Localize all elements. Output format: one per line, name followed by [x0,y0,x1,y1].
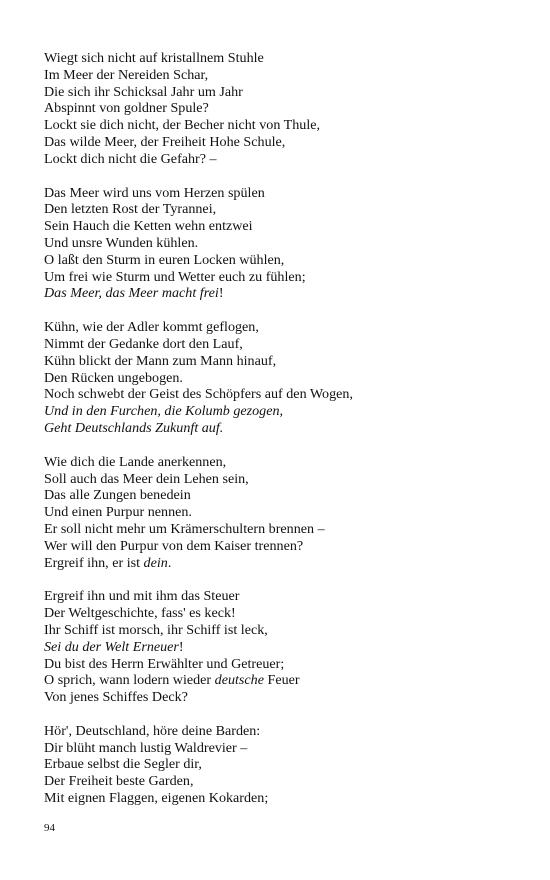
poem-line [44,588,524,605]
poem-line [44,336,524,353]
poem-line [44,269,524,286]
line-text: . [167,554,172,571]
poem-text [44,50,524,824]
poem-line [44,201,524,218]
page-number: 94 [44,822,55,834]
poem-line [44,487,524,504]
line-text: Den letzten Rost der Tyrannei, [44,201,217,218]
line-text: Lockt dich nicht die Gefahr? – [44,150,217,167]
poem-line [44,723,524,740]
italic-text: Das Meer, das Meer macht frei [44,285,219,302]
poem-line [44,454,524,471]
line-text: Nimmt der Gedanke dort den Lauf, [44,335,243,352]
italic-text: Geht Deutschlands Zukunft auf. [44,419,224,436]
poem-line [44,117,524,134]
poem-line [44,773,524,790]
line-text: Abspinnt von goldner Spule? [44,100,209,117]
line-text: Feuer [263,672,300,689]
line-text: Wie dich die Lande anerkennen, [44,453,227,470]
stanza [44,319,524,437]
line-text: Von jenes Schiffes Deck? [44,689,188,706]
italic-text: dein [143,554,168,571]
stanza [44,185,524,303]
line-text: Er soll nicht mehr um Krämerschultern brennen – [44,520,325,537]
poem-line [44,185,524,202]
line-text: Im Meer der Nereiden Schar, [44,66,209,83]
poem-line [44,756,524,773]
poem-line [44,622,524,639]
line-text: Den Rücken ungebogen. [44,369,183,386]
line-text: Kühn, wie der Adler kommt geflogen, [44,319,259,336]
line-text: Lockt sie dich nicht, der Becher nicht von Thule, [44,117,321,134]
line-text: Erbaue selbst die Segler dir, [44,756,202,773]
poem-line [44,84,524,101]
line-text: Der Freiheit beste Garden, [44,773,194,790]
poem-line [44,656,524,673]
line-text: Das wilde Meer, der Freiheit Hohe Schule, [44,133,286,150]
line-text: ! [178,638,184,655]
poem-line [44,319,524,336]
line-text: Kühn blickt der Mann zum Mann hinauf, [44,352,277,369]
line-text: Dir blüht manch lustig Waldrevier – [44,739,248,756]
poem-line [44,639,524,656]
poem-line [44,285,524,302]
line-text: Die sich ihr Schicksal Jahr um Jahr [44,83,243,100]
poem-line [44,370,524,387]
poem-line [44,235,524,252]
poem-line [44,134,524,151]
poem-line [44,605,524,622]
stanza [44,50,524,168]
poem-line [44,790,524,807]
line-text: O sprich, wann lodern wieder [44,672,215,689]
poem-line [44,504,524,521]
line-text: O laßt den Sturm in euren Locken wühlen, [44,251,285,268]
line-text: Soll auch das Meer dein Lehen sein, [44,470,249,487]
line-text: Ergreif ihn, er ist [44,554,144,571]
line-text: Und unsre Wunden kühlen. [44,234,199,251]
italic-text: deutsche [214,672,264,689]
line-text: Wer will den Purpur von dem Kaiser trennen? [44,537,304,554]
poem-line [44,521,524,538]
poem-line [44,555,524,572]
line-text: Und einen Purpur nennen. [44,504,192,521]
poem-line [44,151,524,168]
poem-line [44,50,524,67]
poem-line [44,672,524,689]
line-text: Ergreif ihn und mit ihm das Steuer [44,588,240,605]
line-text: Noch schwebt der Geist des Schöpfers auf den Wogen, [44,386,353,403]
line-text: Der Weltgeschichte, fass' es keck! [44,605,236,622]
line-text: Sein Hauch die Ketten wehn entzwei [44,218,253,235]
stanza [44,588,524,706]
line-text: Wiegt sich nicht auf kristallnem Stuhle [44,50,264,66]
poem-line [44,218,524,235]
poem-line [44,252,524,269]
poem-line [44,403,524,420]
poem-line [44,689,524,706]
stanza [44,723,524,807]
poem-line [44,471,524,488]
italic-text: Sei du der Welt Erneuer [44,638,179,655]
line-text: Ihr Schiff ist morsch, ihr Schiff ist leck, [44,621,268,638]
line-text: Um frei wie Sturm und Wetter euch zu fühlen; [44,268,306,285]
poem-line [44,67,524,84]
poem-line [44,538,524,555]
poem-line [44,420,524,437]
line-text: Du bist des Herrn Erwählter und Getreuer; [44,655,285,672]
line-text: Hör', Deutschland, höre deine Barden: [44,722,261,739]
italic-text: Und in den Furchen, die Kolumb gezogen, [44,403,284,420]
poem-line [44,353,524,370]
stanza [44,454,524,572]
line-text: Das alle Zungen benedein [44,487,191,504]
poem-line [44,100,524,117]
line-text: Das Meer wird uns vom Herzen spülen [44,184,265,201]
line-text: Mit eignen Flaggen, eigenen Kokarden; [44,790,269,807]
poem-line [44,386,524,403]
line-text: ! [218,285,224,302]
poem-line [44,740,524,757]
